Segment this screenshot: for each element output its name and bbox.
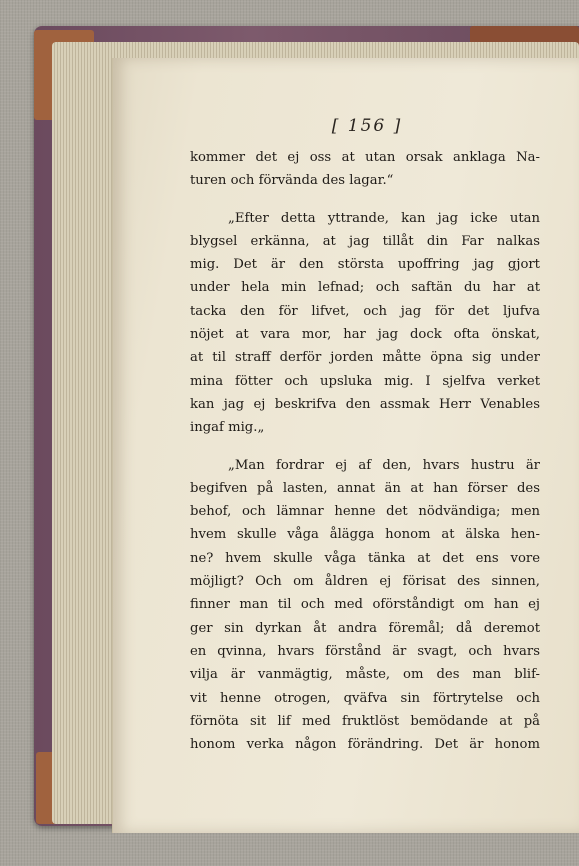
text-line: hvem skulle våga ålägga honom at älska hen- (190, 527, 540, 543)
text-line: vilja är vanmägtig, måste, om des man blif- (190, 667, 540, 683)
text-line: finner man til och med oförståndigt om han ej (190, 597, 540, 613)
text-line: en qvinna, hvars förstånd är svagt, och hvars (190, 643, 540, 659)
text-line: mig. Det är den största upoffring jag gjort (190, 257, 540, 273)
text-line: ne? hvem skulle våga tänka at det ens vore (190, 550, 540, 566)
text-line: ingaf mig.„ (190, 420, 265, 436)
text-line: kommer det ej oss at utan orsak anklaga Na- (190, 150, 540, 165)
text-line: blygsel erkänna, at jag tillåt din Far nalkas (190, 233, 540, 249)
text-line: nöjet at vara mor, har jag dock ofta önskat, (190, 327, 540, 343)
page-number: [ 156 ] (331, 116, 403, 136)
page-text (190, 146, 540, 756)
text-line: förnöta sit lif med fruktlöst bemödande at på (190, 713, 540, 729)
text-line: at til straff derför jorden måtte öpna sig under (190, 350, 540, 366)
text-line: tacka den för lifvet, och jag för det ljufva (190, 303, 540, 319)
text-line: under hela min lefnad; och saftän du har at (190, 280, 540, 296)
text-line: vit henne otrogen, qväfva sin förtrytelse och (190, 690, 540, 706)
text-line: kan jag ej beskrifva den assmak Herr Venables (190, 396, 540, 412)
text-line: behof, och lämnar henne det nödvändiga; men (190, 504, 540, 520)
text-line: „Man fordrar ej af den, hvars hustru är (228, 457, 540, 473)
text-line: begifven på lasten, annat än at han förser des (190, 480, 540, 496)
paragraph-gap (190, 440, 540, 454)
text-line: möjligt? Och om åldren ej förisat des sinnen, (190, 574, 540, 590)
paragraph-gap (190, 193, 540, 207)
text-line: mina fötter och upsluka mig. I sjelfva verket (190, 373, 540, 389)
text-line: honom verka någon förändring. Det är honom (190, 737, 540, 753)
text-line: turen och förvända des lagar.“ (190, 173, 394, 189)
text-line: ger sin dyrkan åt andra föremål; då deremot (190, 620, 540, 636)
text-line: „Efter detta yttrande, kan jag icke utan (228, 210, 540, 226)
